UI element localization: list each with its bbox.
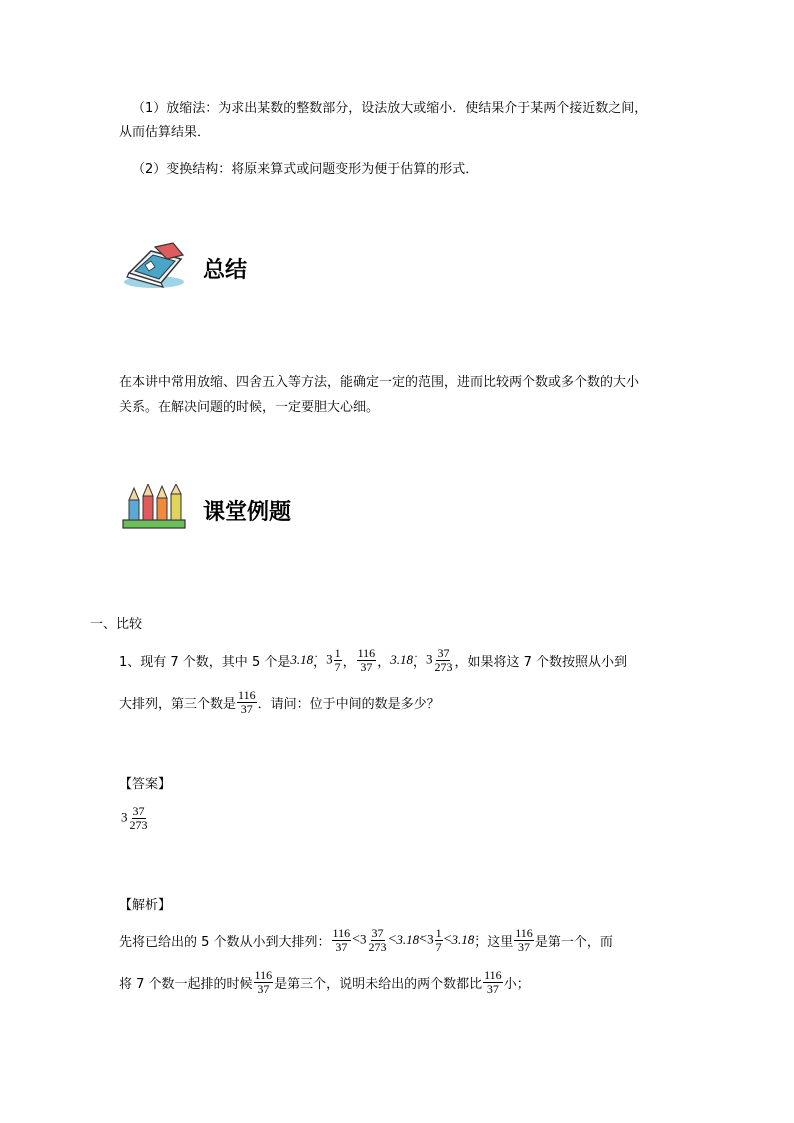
question-line-2: 大排列，第三个数是 $\frac{116}{37}$ ．请问：位于中间的数是多少？ [119,687,440,716]
method-2: （2）变换结构：将原来算式或问题变形为便于估算的形式． [132,162,479,177]
analysis-line-1: 先将已给出的 5 个数从小到大排列： $\frac{116}{37}$ < 3 $\frac{37}{273}$ < 3.1̇8̇ < 3 $\frac{1}{7}$ < 3.1̇8̇ ；这里 $\frac{116}{37}$ 是第一个，而 [119,925,613,954]
answer-label: 【答案】 [119,777,172,792]
analysis-label: 【解析】 [119,898,172,913]
analysis-line-2: 将 7 个数一起排的时候 $\frac{116}{37}$ 是第三个，说明未给出的两个数都比 $\frac{116}{37}$ 小； [119,967,530,996]
summary-line-2: 关系。在解决问题的时候，一定要胆大心细。 [119,400,380,415]
summary-line-1: 在本讲中常用放缩、四舍五入等方法，能确定一定的范围，进而比较两个数或多个数的大小 [119,375,640,390]
number-repeating-2: 3.1̇8̇ [390,652,413,667]
question-prefix: 1、现有 7 个数，其中 5 个是 [119,654,291,670]
question-line-1: 1、现有 7 个数，其中 5 个是 3.1̇8̇ ， 3 $\frac{1}{7}$ ， $\frac{116}{37}$ ， 3.1̇8̇ ， 3 $\frac{37}{273}$ ，如果将这 7 个数按照从小到 [119,645,628,674]
summary-title: 总结 [203,258,248,283]
number-fraction-1: $\frac{116}{37}$ [357,645,376,674]
number-mixed-2: 3 $\frac{37}{273}$ [425,645,453,674]
section-title: 一、比较 [90,617,143,632]
question-mid: ，如果将这 7 个数按照从小到 [454,654,628,670]
third-number-fraction: $\frac{116}{37}$ [238,687,256,716]
method-1-line-2: 从而估算结果． [119,125,211,140]
method-1-line-1: （1）放缩法：为求出某数的整数部分，设法放大或缩小．使结果介于某两个接近数之间， [132,101,648,116]
examples-title: 课堂例题 [203,500,292,525]
answer-value: 3 $\frac{37}{273}$ [121,803,148,832]
number-repeating-1: 3.1̇8̇ [290,652,314,667]
book-icon [121,237,187,291]
number-mixed-1: 3 $\frac{1}{7}$ [326,645,341,674]
pencils-icon [121,484,187,530]
